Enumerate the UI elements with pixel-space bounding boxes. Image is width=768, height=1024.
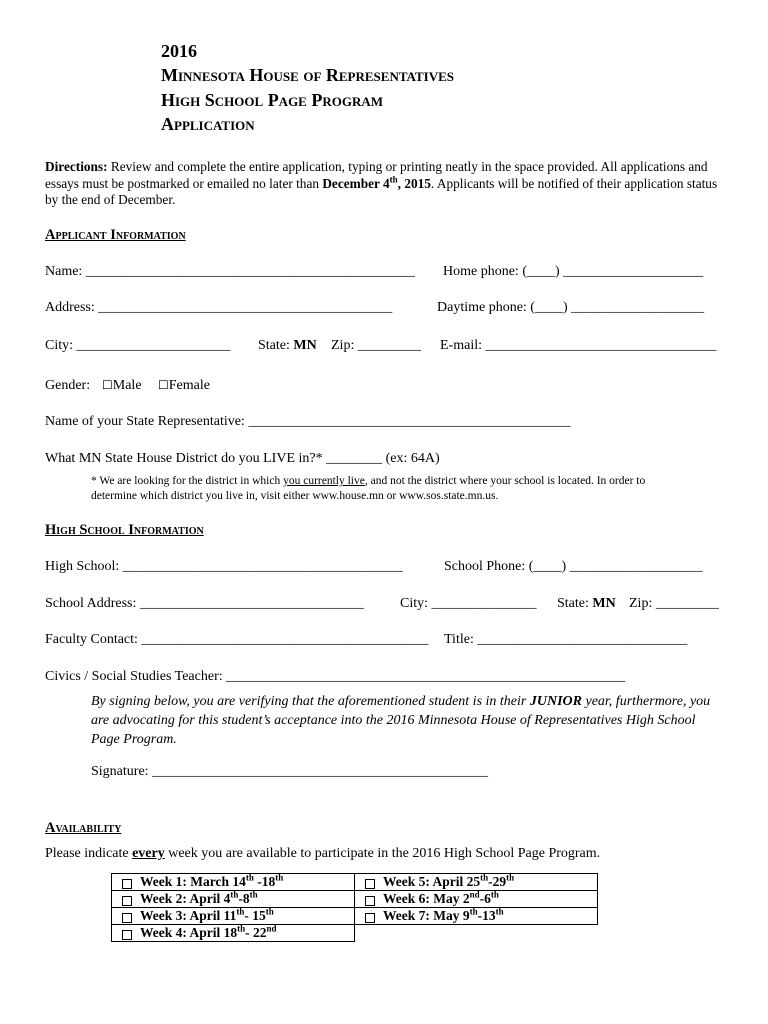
district-note: * We are looking for the district in which you currently live, and not the district where your school is located. In order to: [91, 475, 646, 487]
email-field[interactable]: E-mail: _________________________________: [440, 338, 717, 353]
signature-field[interactable]: Signature: ________________________________________________: [91, 764, 489, 779]
checkbox-icon: [122, 896, 132, 906]
checkbox-icon: [122, 930, 132, 940]
week-6-option[interactable]: Week 6: May 2nd-6th: [355, 891, 598, 908]
state-label: State: MN: [258, 338, 317, 353]
empty-cell: [355, 925, 598, 942]
week-4-option[interactable]: Week 4: April 18th- 22nd: [112, 925, 355, 942]
week-2-option[interactable]: Week 2: April 4th-8th: [112, 891, 355, 908]
checkbox-icon: [122, 879, 132, 889]
form-title-line1: Minnesota House of Representatives: [161, 65, 454, 85]
school-address-field[interactable]: School Address: ________________________________: [45, 596, 364, 611]
representative-field[interactable]: Name of your State Representative: ______________________________________________: [45, 414, 571, 429]
school-zip-field[interactable]: Zip: _________: [629, 596, 719, 611]
week-7-option[interactable]: Week 7: May 9th-13th: [355, 908, 598, 925]
checkbox-icon: [365, 913, 375, 923]
faculty-title-field[interactable]: Title: ______________________________: [444, 632, 688, 647]
school-city-field[interactable]: City: _______________: [400, 596, 537, 611]
availability-instructions: Please indicate every week you are available to participate in the 2016 High School Page Program.: [45, 846, 601, 861]
district-note-line2: determine which district you live in, visit either www.house.mn or www.sos.state.mn.us.: [91, 490, 499, 502]
checkbox-icon: [365, 896, 375, 906]
form-year: 2016: [161, 41, 197, 61]
district-field[interactable]: What MN State House District do you LIVE in?* ________ (ex: 64A): [45, 451, 440, 466]
faculty-contact-field[interactable]: Faculty Contact: _________________________________________: [45, 632, 429, 647]
zip-field[interactable]: Zip: _________: [331, 338, 421, 353]
checkbox-icon: [122, 913, 132, 923]
checkbox-icon: ☐: [102, 378, 113, 392]
school-heading: High School Information: [45, 522, 204, 538]
address-field[interactable]: Address: __________________________________________: [45, 300, 393, 315]
high-school-field[interactable]: High School: ________________________________________: [45, 559, 403, 574]
week-5-option[interactable]: Week 5: April 25th-29th: [355, 874, 598, 891]
week-3-option[interactable]: Week 3: April 11th- 15th: [112, 908, 355, 925]
availability-heading: Availability: [45, 820, 122, 836]
form-title-line2: High School Page Program: [161, 90, 384, 110]
home-phone-field[interactable]: Home phone: (____) ____________________: [443, 264, 704, 279]
teacher-field[interactable]: Civics / Social Studies Teacher: _________________________________________________________: [45, 669, 626, 684]
checkbox-icon: [365, 879, 375, 889]
school-phone-field[interactable]: School Phone: (____) ___________________: [444, 559, 703, 574]
male-checkbox[interactable]: ☐Male: [102, 378, 142, 393]
directions: Directions: Review and complete the entire application, typing or printing neatly in the space provided. All applications and essays must be postmarked or emailed no later than December 4th, 2015. Applicants will be notified of their application status by the end of December.: [45, 159, 718, 207]
school-state-label: State: MN: [557, 596, 616, 611]
availability-table: [111, 873, 598, 942]
week-1-option[interactable]: Week 1: March 14th -18th: [112, 874, 355, 891]
daytime-phone-field[interactable]: Daytime phone: (____) ___________________: [437, 300, 705, 315]
female-checkbox[interactable]: ☐Female: [158, 378, 210, 393]
city-field[interactable]: City: ______________________: [45, 338, 231, 353]
checkbox-icon: ☐: [158, 378, 169, 392]
name-field[interactable]: Name: _______________________________________________: [45, 264, 415, 279]
gender-label: Gender:: [45, 378, 91, 393]
applicant-heading: Applicant Information: [45, 227, 186, 243]
verification-text: By signing below, you are verifying that the aforementioned student is in their JUNIOR year, furthermore, you are advocating for this student’s acceptance into the 2016 Minnesota House of Representatives High School Page Program.: [91, 694, 711, 747]
form-title-line3: Application: [161, 114, 255, 134]
